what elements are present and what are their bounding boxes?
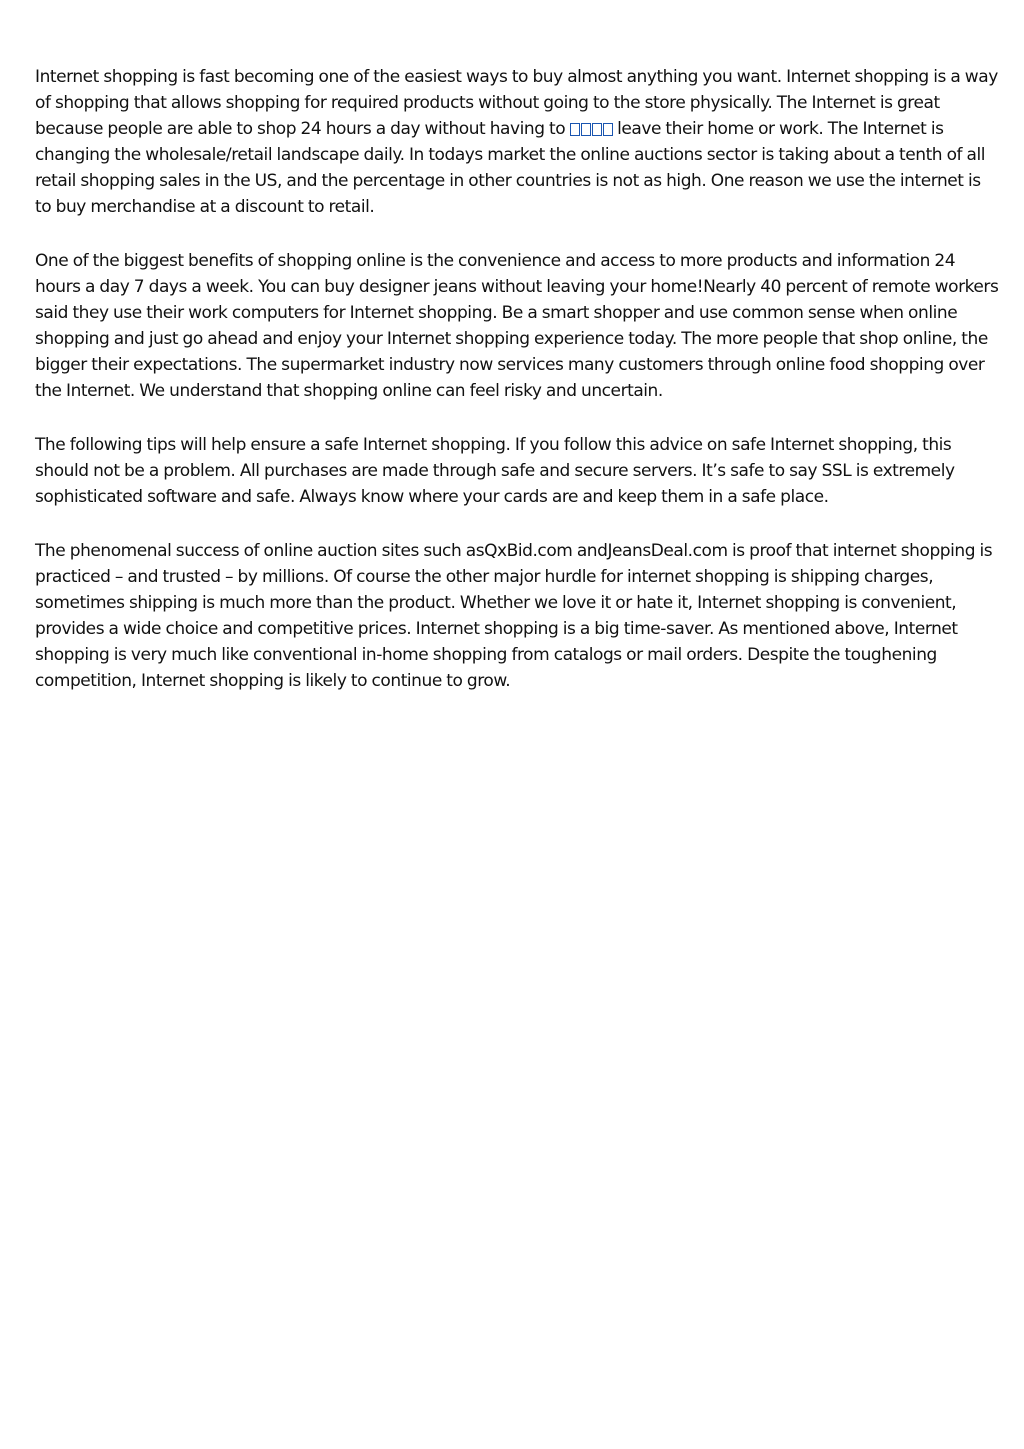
document-body <box>35 64 1000 722</box>
paragraph-2: One of the biggest benefits of shopping online is the convenience and access to more products and information 24 hours a day 7 days a week. You can buy designer jeans without leaving your home!Nearly 40 percent of remote workers said they use their work computers for Internet shopping. Be a smart shopper and use common sense when online shopping and just go ahead and enjoy your Internet shopping experience today. The more people that shop online, the bigger their expectations. The supermarket industry now services many customers through online food shopping over the Internet. We understand that shopping online can feel risky and uncertain. <box>35 251 999 401</box>
missing-glyph-icon <box>570 123 580 136</box>
paragraph-1 <box>35 64 1000 220</box>
missing-glyph-icons <box>570 123 613 136</box>
paragraph-4: The phenomenal success of online auction sites such asQxBid.com andJeansDeal.com is proof that internet shopping is practiced – and trusted – by millions. Of course the other major hurdle for internet shopping is shipping charges, sometimes shipping is much more than the product. Whether we love it or hate it, Internet shopping is convenient, provides a wide choice and competitive prices. Internet shopping is a big time-saver. As mentioned above, Internet shopping is very much like conventional in-home shopping from catalogs or mail orders. Despite the toughening competition, Internet shopping is likely to continue to grow. <box>35 541 993 691</box>
paragraph-1-text-before-link: Internet shopping is fast becoming one of the easiest ways to buy almost anything you want. Internet shopping is a way of shopping that allows shopping for required products without going to the store physically. The Internet is great because people are able to shop 24 hours a day without having to <box>35 67 998 139</box>
paragraph-3: The following tips will help ensure a safe Internet shopping. If you follow this advice on safe Internet shopping, this should not be a problem. All purchases are made through safe and secure servers. It’s safe to say SSL is extremely sophisticated software and safe. Always know where your cards are and keep them in a safe place. <box>35 435 955 507</box>
missing-glyph-icon <box>603 123 613 136</box>
missing-glyph-icon <box>592 123 602 136</box>
missing-glyph-icon <box>581 123 591 136</box>
paragraph-1-text-after-link: leave their home or work. The Internet is changing the wholesale/retail landscape daily. In todays market the online auctions sector is taking about a tenth of all retail shopping sales in the US, and the percentage in other countries is not as high. One reason we use the internet is to buy merchandise at a discount to retail. <box>35 119 986 217</box>
inline-link[interactable] <box>570 119 613 139</box>
